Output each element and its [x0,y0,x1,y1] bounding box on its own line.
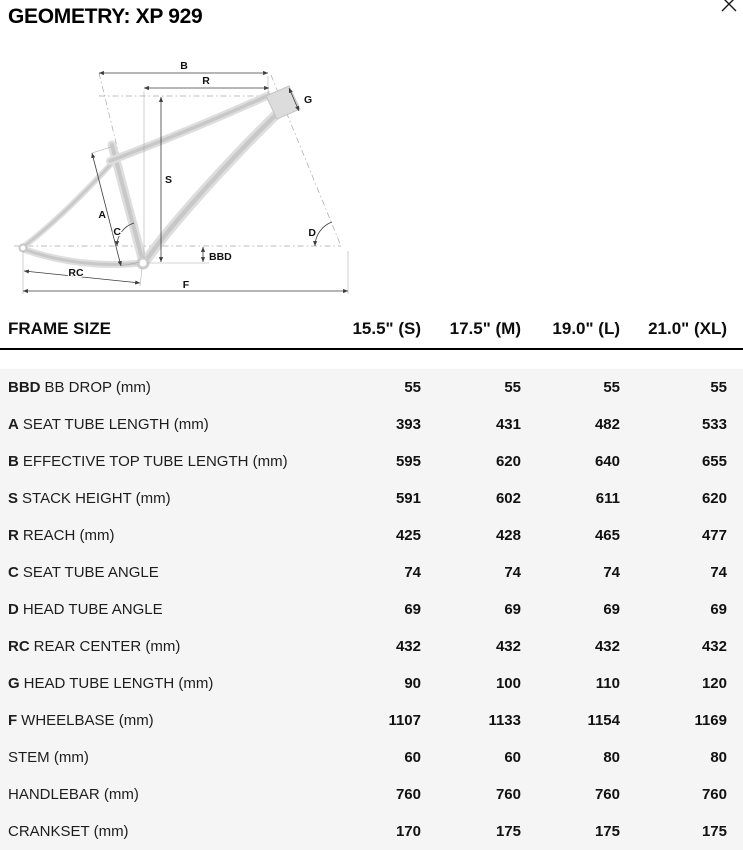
row-label: REAR CENTER (mm) [33,638,181,655]
row-label: HEAD TUBE LENGTH (mm) [23,675,214,692]
row-label-cell [0,564,321,581]
dim-label-a: A [98,209,106,221]
cell-value: 432 [395,638,421,655]
cell-value: 60 [404,749,421,766]
dim-label-s: S [165,174,173,186]
bike-frame [20,86,301,268]
cell-value: 477 [701,527,727,544]
row-code: G [8,675,20,692]
dim-label-b: B [180,60,188,72]
cell-value: 393 [395,416,421,433]
table-row [0,776,743,813]
cell-value: 74 [710,564,727,581]
dim-label-bbd: BBD [209,251,232,263]
table-row [0,628,743,665]
cell-value: 69 [404,601,421,618]
column-header-l: 19.0" (L) [552,319,620,338]
cell-value: 482 [594,416,620,433]
cell-value: 69 [603,601,620,618]
cell-value: 175 [594,823,620,840]
cell-value: 428 [495,527,521,544]
frame-geometry-diagram [0,55,380,305]
bottom-bracket [138,258,148,268]
row-label: STEM (mm) [8,749,89,766]
cell-value: 74 [504,564,521,581]
page-title: GEOMETRY: XP 929 [8,5,203,28]
table-header-row [0,310,743,348]
cell-value: 620 [701,490,727,507]
row-label-cell [0,601,321,618]
row-label-cell [0,638,321,655]
row-label-cell [0,416,321,433]
row-label-cell [0,527,321,544]
table-row [0,813,743,850]
cell-value: 170 [395,823,421,840]
row-label-cell [0,453,321,470]
table-row [0,665,743,702]
cell-value: 74 [404,564,421,581]
cell-value: 80 [603,749,620,766]
cell-value: 432 [594,638,620,655]
column-header-s: 15.5" (S) [352,319,421,338]
cell-value: 465 [594,527,620,544]
row-code: A [8,416,19,433]
table-row [0,517,743,554]
table-row [0,591,743,628]
cell-value: 1154 [587,712,620,729]
row-label-cell [0,786,321,803]
geometry-table [0,310,743,850]
table-row [0,369,743,406]
row-label-cell [0,823,321,840]
cell-value: 620 [495,453,521,470]
row-code: D [8,601,19,618]
cell-value: 1169 [694,712,727,729]
cell-value: 55 [710,379,727,396]
table-row [0,739,743,776]
cell-value: 425 [395,527,421,544]
row-label: EFFECTIVE TOP TUBE LENGTH (mm) [22,453,288,470]
dim-label-f: F [182,279,190,291]
table-row [0,702,743,739]
cell-value: 760 [701,786,727,803]
row-label: SEAT TUBE ANGLE [22,564,159,581]
row-label-cell [0,675,321,692]
cell-value: 90 [404,675,421,692]
cell-value: 55 [603,379,620,396]
cell-value: 60 [504,749,521,766]
cell-value: 432 [495,638,521,655]
cell-value: 110 [595,675,620,692]
cell-value: 120 [701,675,727,692]
cell-value: 602 [495,490,521,507]
cell-value: 595 [395,453,421,470]
cell-value: 175 [701,823,727,840]
row-label-cell [0,749,321,766]
row-code: BBD [8,379,41,396]
column-header-m: 17.5" (M) [449,319,521,338]
cell-value: 55 [504,379,521,396]
table-row [0,443,743,480]
cell-value: 100 [495,675,521,692]
cell-value: 655 [701,453,727,470]
row-label: SEAT TUBE LENGTH (mm) [22,416,209,433]
cell-value: 1107 [388,712,421,729]
column-header-xl: 21.0" (XL) [648,319,727,338]
row-label-cell [0,712,321,729]
close-button[interactable] [718,0,740,15]
cell-value: 55 [404,379,421,396]
cell-value: 591 [395,490,421,507]
table-row [0,554,743,591]
dim-label-g: G [304,94,313,106]
cell-value: 640 [594,453,620,470]
table-row [0,480,743,517]
cell-value: 760 [495,786,521,803]
frame-size-header: FRAME SIZE [8,319,111,338]
cell-value: 74 [603,564,620,581]
dim-label-c: C [113,226,121,238]
cell-value: 431 [495,416,521,433]
table-row [0,406,743,443]
dim-label-r: R [202,75,210,87]
table-body [0,369,743,850]
cell-value: 1133 [488,712,521,729]
row-label: BB DROP (mm) [44,379,151,396]
cell-value: 175 [495,823,521,840]
row-code: B [8,453,19,470]
cell-value: 69 [504,601,521,618]
cell-value: 432 [701,638,727,655]
dim-label-d: D [308,227,316,239]
close-icon [718,0,740,15]
row-code: RC [8,638,30,655]
row-label: REACH (mm) [22,527,115,544]
row-label: HEAD TUBE ANGLE [22,601,163,618]
row-label: WHEELBASE (mm) [21,712,154,729]
row-label-cell [0,490,321,507]
dim-label-rc: RC [68,267,84,279]
cell-value: 69 [710,601,727,618]
cell-value: 760 [395,786,421,803]
cell-value: 611 [595,490,620,507]
row-code: S [8,490,19,507]
row-label: HANDLEBAR (mm) [8,786,139,803]
header-divider [0,348,743,350]
row-code: R [8,527,19,544]
rear-axle [20,245,27,252]
row-code: F [8,712,18,729]
row-label: CRANKSET (mm) [8,823,129,840]
row-label-cell [0,379,321,396]
row-label: STACK HEIGHT (mm) [22,490,171,507]
cell-value: 760 [594,786,620,803]
cell-value: 533 [701,416,727,433]
row-code: C [8,564,19,581]
cell-value: 80 [710,749,727,766]
